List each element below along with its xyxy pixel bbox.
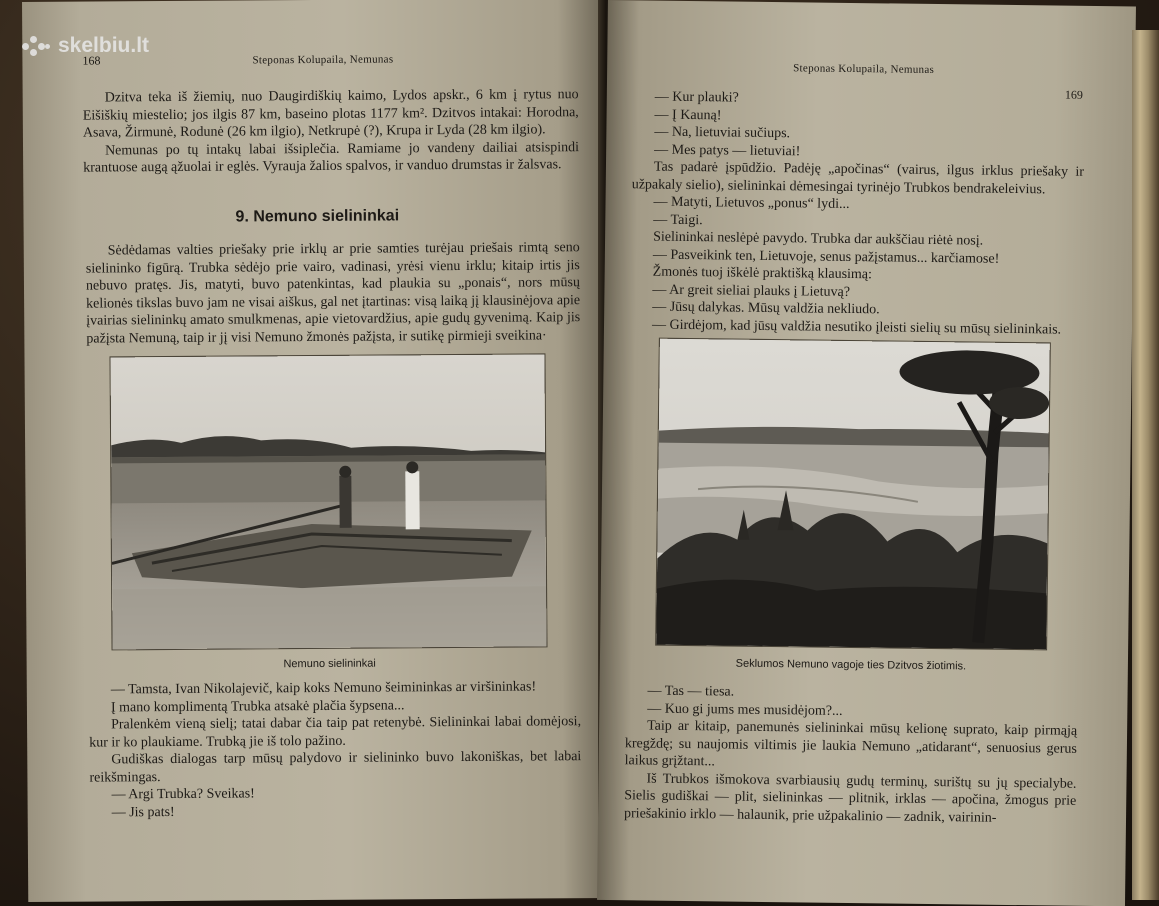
dialogue-line: Sielininkai neslėpė pavydo. Trubka dar aukščiau riėtė nosį. xyxy=(653,229,984,249)
intro-paragraph-2: Nemunas po tų intakų labai išsiplečia. Ramiame jo vandeny dailiai atsispindi krantuose augą ąžuolai ir eglės. Vyrauja žalios spalvos, ir vanduo drumstas ir žalsvas. xyxy=(83,139,580,176)
left-photo-caption: Nemuno sielininkai xyxy=(283,657,376,671)
dots-logo-icon xyxy=(22,34,52,58)
dialogue-line: — Argi Trubka? Sveikas! xyxy=(111,786,255,803)
shoals-photo xyxy=(656,339,1050,650)
left-page xyxy=(22,0,610,902)
dialogue-line: — Mes patys — lietuviai! xyxy=(654,142,801,159)
section-text xyxy=(86,239,581,347)
dialogue-line: Gudiškas dialogas tarp mūsų palydovo ir sielininko buvo lakoniškas, bet labai reikšmingas. xyxy=(89,749,582,786)
right-page xyxy=(597,0,1136,906)
dialogue-line: — Ar greit sieliai plauks į Lietuvą? xyxy=(652,282,851,300)
page-stack-edge xyxy=(1132,30,1159,900)
watermark-text: skelbiu.lt xyxy=(58,34,150,57)
dialogue-line: — Tas — tiesa. xyxy=(647,683,735,700)
dialogue-line: Žmonės tuoj iškėlė praktišką klausimą: xyxy=(652,264,873,283)
left-page-number: 168 xyxy=(82,53,101,68)
section-heading: 9. Nemuno sielininkai xyxy=(235,207,400,226)
dialogue-line: — Kuo gi jums mes musidėjom?... xyxy=(647,701,843,719)
section-paragraph: Sėdėdamas valties priešaky prie irklų ar prie samties turėjau priešais rimtą seno sielininko figūrą. Trubka sėdėjo prie vairo, vadinasi, yrėsi vienu irklu; kitaip irtis jis nebuvo pratęs. Jis, matyti, buvo patenkintas, kad plaukia su „ponais“, nors mūsų kelionės tikslas buvo jam ne visai aiškus, gal net įtartinas: visą laiką jį klausinėjova apie įvairias sielininkų amato smulkmenas, apie vietovardžius, apie gudų gyvenimą. Kaip jis pažįsta Nemuną, taip ir jį visi Nemuno žmonės pažįsta, ir sutikę pirmieji sveikina· xyxy=(85,240,581,347)
dialogue-line: — Kur plauki? xyxy=(654,89,739,106)
dialogue-line: — Tamsta, Ivan Nikolajevič, kaip koks Nemuno šeimininkas ar viršininkas! xyxy=(110,679,537,698)
dialogue-line: — Matyti, Lietuvos „ponus“ lydi... xyxy=(653,194,850,212)
right-bottom-text xyxy=(624,682,1078,828)
watermark xyxy=(22,34,149,58)
left-dialogue xyxy=(89,678,582,821)
left-intro-text xyxy=(83,86,580,177)
dialogue-line: — Na, lietuviai sučiups. xyxy=(654,124,791,142)
dialogue-line: Pralenkėm vieną sielį; tatai dabar čia taip pat retenybė. Sielininkai labai domėjosi, kur ir ko plaukiame. Trubką jie iš tolo pažino. xyxy=(89,714,582,751)
dialogue-line: — Pasveikink ten, Lietuvoje, senus pažįstamus... karčiamose! xyxy=(652,247,1000,267)
right-page-number: 169 xyxy=(1064,87,1083,102)
right-photo-caption: Seklumos Nemuno vagoje ties Dzitvos žiotimis. xyxy=(735,657,967,673)
dialogue-line: — Į Kauną! xyxy=(654,107,722,123)
dialogue-line: — Jis pats! xyxy=(111,804,175,820)
dialogue-line: — Jūsų dalykas. Mūsų valdžia nekliudo. xyxy=(652,299,880,318)
raft-photo xyxy=(110,354,546,649)
dialogue-line: — Girdėjom, kad jūsų valdžia nesutiko įleisti sielių su mūsų sielininkais. xyxy=(651,317,1062,338)
dialogue-line: Į mano komplimentą Trubka atsakė plačia šypsena... xyxy=(110,697,405,715)
dialogue-line: Taip ar kitaip, panemunės sielininkai mūsų kelionę suprato, kaip pirmąją kregždę; su naujomis viltimis jie laukia Nemuno „atidarant“, senuosius gerus laikus grįžtant... xyxy=(624,718,1078,770)
right-top-text xyxy=(630,88,1085,339)
dialogue-line: Iš Trubkos išmokova svarbiausių gudų terminų, surištų su jų specialybe. Sielis gudiškai — plit, sielininkas — plitnik, irklas — apočina, žmogus prie priešakinio irklo — halaunik, prie užpakalinio — zadnik, vairinin- xyxy=(623,771,1077,826)
left-running-head: Steponas Kolupaila, Nemunas xyxy=(252,53,394,67)
dialogue-line: Tas padarė įspūdžio. Padėję „apočinas“ (vairus, ilgus irklus priešaky ir užpakaly sielio), sielininkai dėmesingai tyrinėjo Trubkos bendrakeleivius. xyxy=(631,159,1085,197)
intro-paragraph-1: Dzitva teka iš žiemių, nuo Daugirdiškių kaimo, Lydos apskr., 6 km į rytus nuo Eišiškių miestelio; jos ilgis 87 km, baseino plotas 1177 km². Dzitvos intakai: Horodna, Asava, Žirmunė, Rodunė (26 km ilgio), Netkrupė (?), Krupa ir Lyda (28 km ilgio). xyxy=(82,87,579,141)
dialogue-line: — Taigi. xyxy=(653,212,703,228)
right-running-head: Steponas Kolupaila, Nemunas xyxy=(793,62,935,76)
